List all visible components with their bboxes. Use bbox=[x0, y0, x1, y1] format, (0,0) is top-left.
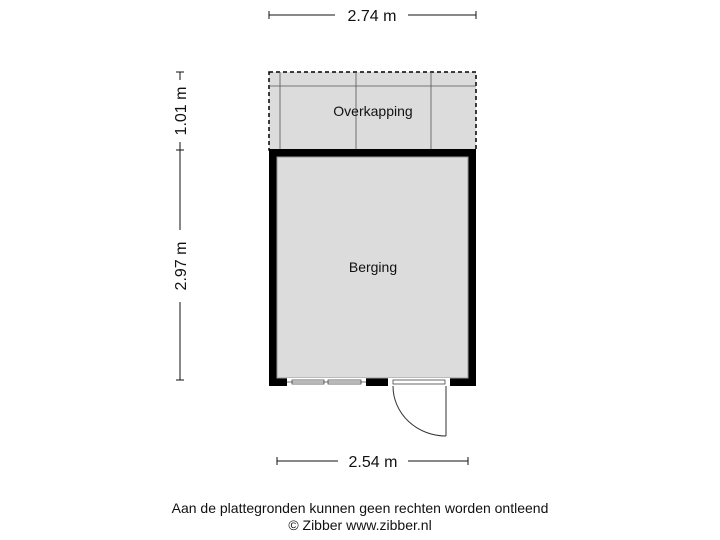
room-label-berging: Berging bbox=[348, 259, 398, 275]
copyright-text: © Zibber www.zibber.nl bbox=[288, 517, 432, 533]
disclaimer-text: Aan de plattegronden kunnen geen rechten worden ontleend bbox=[171, 500, 549, 516]
dimension-berging-label: 2.97 m bbox=[173, 241, 190, 291]
dimension-bottom-label: 2.54 m bbox=[348, 454, 398, 471]
door bbox=[393, 386, 446, 436]
dimension-overkapping-label: 1.01 m bbox=[173, 86, 190, 136]
dimension-top-label: 2.74 m bbox=[347, 8, 397, 25]
room-label-overkapping: Overkapping bbox=[333, 103, 413, 119]
